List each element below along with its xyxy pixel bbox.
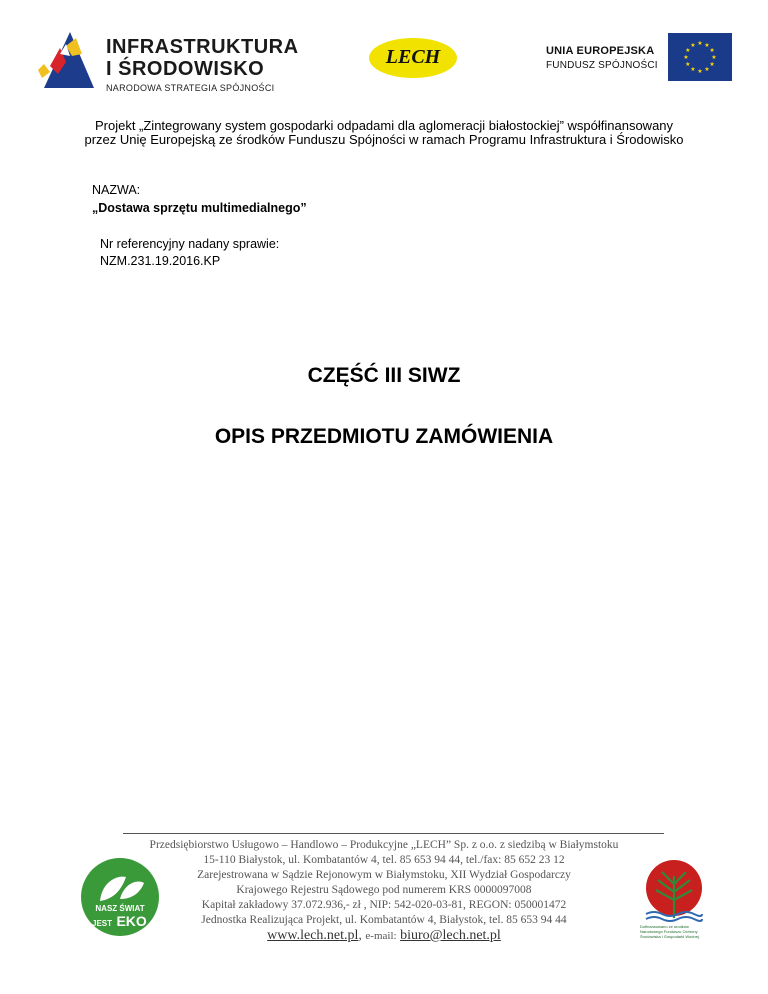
email-link[interactable]: biuro@lech.net.pl	[400, 928, 501, 943]
nfosigw-logo	[640, 858, 708, 940]
reference-label: Nr referencyjny nadany sprawie:	[100, 237, 280, 251]
infrastruktura-emblem-icon	[36, 26, 102, 92]
project-description-line1: Projekt „Zintegrowany system gospodarki odpadami dla aglomeracji białostockiej” współfinansowany	[94, 118, 674, 133]
eu-star-icon: ★	[709, 62, 715, 68]
eu-star-icon: ★	[683, 55, 689, 61]
eu-star-icon: ★	[697, 41, 703, 47]
footer-divider	[123, 833, 664, 834]
footer-line1: Przedsiębiorstwo Usługowo – Handlowo – Produkcyjne „LECH” Sp. z o.o. z siedzibą w Białymstoku	[149, 839, 619, 851]
eko-logo-line3: EKO	[116, 913, 147, 929]
eu-flag-icon	[668, 33, 732, 81]
eu-star-icon: ★	[711, 55, 717, 61]
footer-contact: www.lech.net.pl, e-mail: biuro@lech.net.pl	[267, 928, 501, 943]
infrastruktura-logo-line3: NARODOWA STRATEGIA SPÓJNOŚCI	[106, 83, 275, 93]
reference-value: NZM.231.19.2016.KP	[100, 254, 221, 268]
name-label: NAZWA:	[92, 183, 141, 197]
part-title: CZĘŚĆ III SIWZ	[307, 364, 461, 387]
eu-star-icon: ★	[704, 67, 710, 74]
lech-logo-text: LECH	[385, 46, 441, 68]
eu-star-icon: ★	[690, 67, 696, 74]
eu-star-icon: ★	[697, 69, 703, 75]
eu-logo-line2: FUNDUSZ SPÓJNOŚCI	[546, 60, 658, 71]
eko-logo-line2: JEST	[92, 919, 113, 928]
nfosigw-caption-1: Dofinansowano ze środków	[640, 924, 689, 929]
infrastruktura-logo-line2: I ŚRODOWISKO	[106, 58, 265, 80]
footer-line2: 15-110 Białystok, ul. Kombatantów 4, tel. 85 653 94 44, tel./fax: 85 652 23 12	[203, 854, 565, 866]
eu-logo-line1: UNIA EUROPEJSKA	[546, 45, 655, 57]
infrastruktura-logo-line1: INFRASTRUKTURA	[106, 36, 299, 58]
eu-star-icon: ★	[685, 62, 691, 68]
website-link[interactable]: www.lech.net.pl	[267, 928, 359, 943]
infrastruktura-logo	[36, 26, 299, 96]
eko-logo-line1: NASZ ŚWIAT	[95, 904, 145, 913]
footer-line3: Zarejestrowana w Sądzie Rejonowym w Białymstoku, XII Wydział Gospodarczy	[197, 869, 571, 881]
footer-line4: Krajowego Rejestru Sądowego pod numerem KRS 0000097008	[236, 884, 532, 896]
eu-star-icon: ★	[704, 42, 710, 49]
nfosigw-caption-2: Narodowego Funduszu Ochrony	[640, 929, 698, 934]
name-value: „Dostawa sprzętu multimedialnego”	[92, 201, 307, 215]
eu-fund-logo	[546, 33, 734, 83]
eu-star-icon: ★	[709, 48, 715, 54]
document-title: OPIS PRZEDMIOTU ZAMÓWIENIA	[214, 425, 554, 448]
eu-star-icon: ★	[685, 48, 691, 54]
eu-star-icon: ★	[690, 42, 696, 49]
footer-line5: Kapitał zakładowy 37.072.936,- zł , NIP: 542-020-03-81, REGON: 050001472	[201, 899, 567, 911]
nfosigw-caption-3: Środowiska i Gospodarki Wodnej	[640, 934, 699, 939]
footer-line6: Jednostka Realizująca Projekt, ul. Kombatantów 4, Białystok, tel. 85 653 94 44	[201, 914, 567, 926]
email-label: e-mail:	[365, 930, 397, 942]
lech-logo	[368, 37, 458, 79]
nfosigw-emblem-icon	[640, 858, 708, 924]
project-description-line2: przez Unię Europejską ze środków Funduszu Spójności w ramach Programu Infrastruktura i Środowisko	[84, 132, 684, 147]
